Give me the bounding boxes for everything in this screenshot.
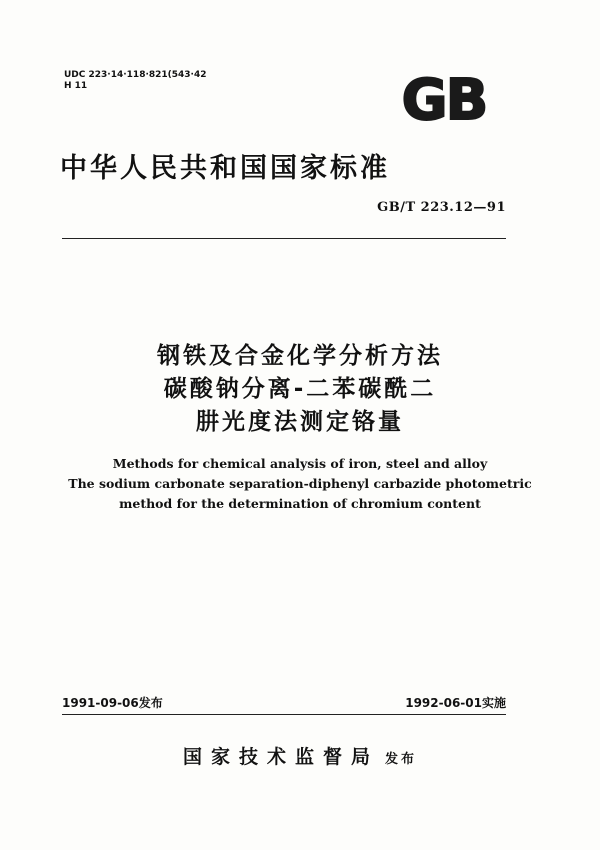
gb-logo [382,72,507,124]
issue-date [62,694,163,711]
english-title-line-3: method for the determination of chromium content [119,496,481,511]
issue-date-value: 1991-09-06 [62,696,139,710]
standard-number: GB/T 223.12—91 [377,200,506,215]
bottom-divider [62,714,506,715]
chinese-title-line-3: 肼光度法测定铬量 [196,409,404,435]
publisher [0,742,600,769]
standard-type-heading: 中华人民共和国国家标准 [60,153,390,184]
implementation-date-value: 1992-06-01 [405,696,482,710]
publisher-org: 国家技术监督局 [182,746,379,768]
english-title [0,454,600,514]
gb-logo-text: GB [401,72,487,124]
classification-codes [64,70,207,92]
implementation-date [405,694,506,711]
chinese-title-line-1: 钢铁及合金化学分析方法 [157,343,443,369]
top-divider [62,238,506,239]
implementation-date-label: 实施 [481,696,506,710]
udc-code: UDC 223·14·118·821(543·42 [64,70,207,80]
english-title-line-1: Methods for chemical analysis of iron, steel and alloy [112,456,488,471]
category-code: H 11 [64,81,88,91]
issue-date-label: 发布 [138,696,163,710]
chinese-title [0,340,600,439]
chinese-title-line-2: 碳酸钠分离-二苯碳酰二 [163,376,437,402]
english-title-line-2: The sodium carbonate separation-diphenyl carbazide photometric [68,476,532,491]
publisher-action: 发布 [385,752,418,767]
